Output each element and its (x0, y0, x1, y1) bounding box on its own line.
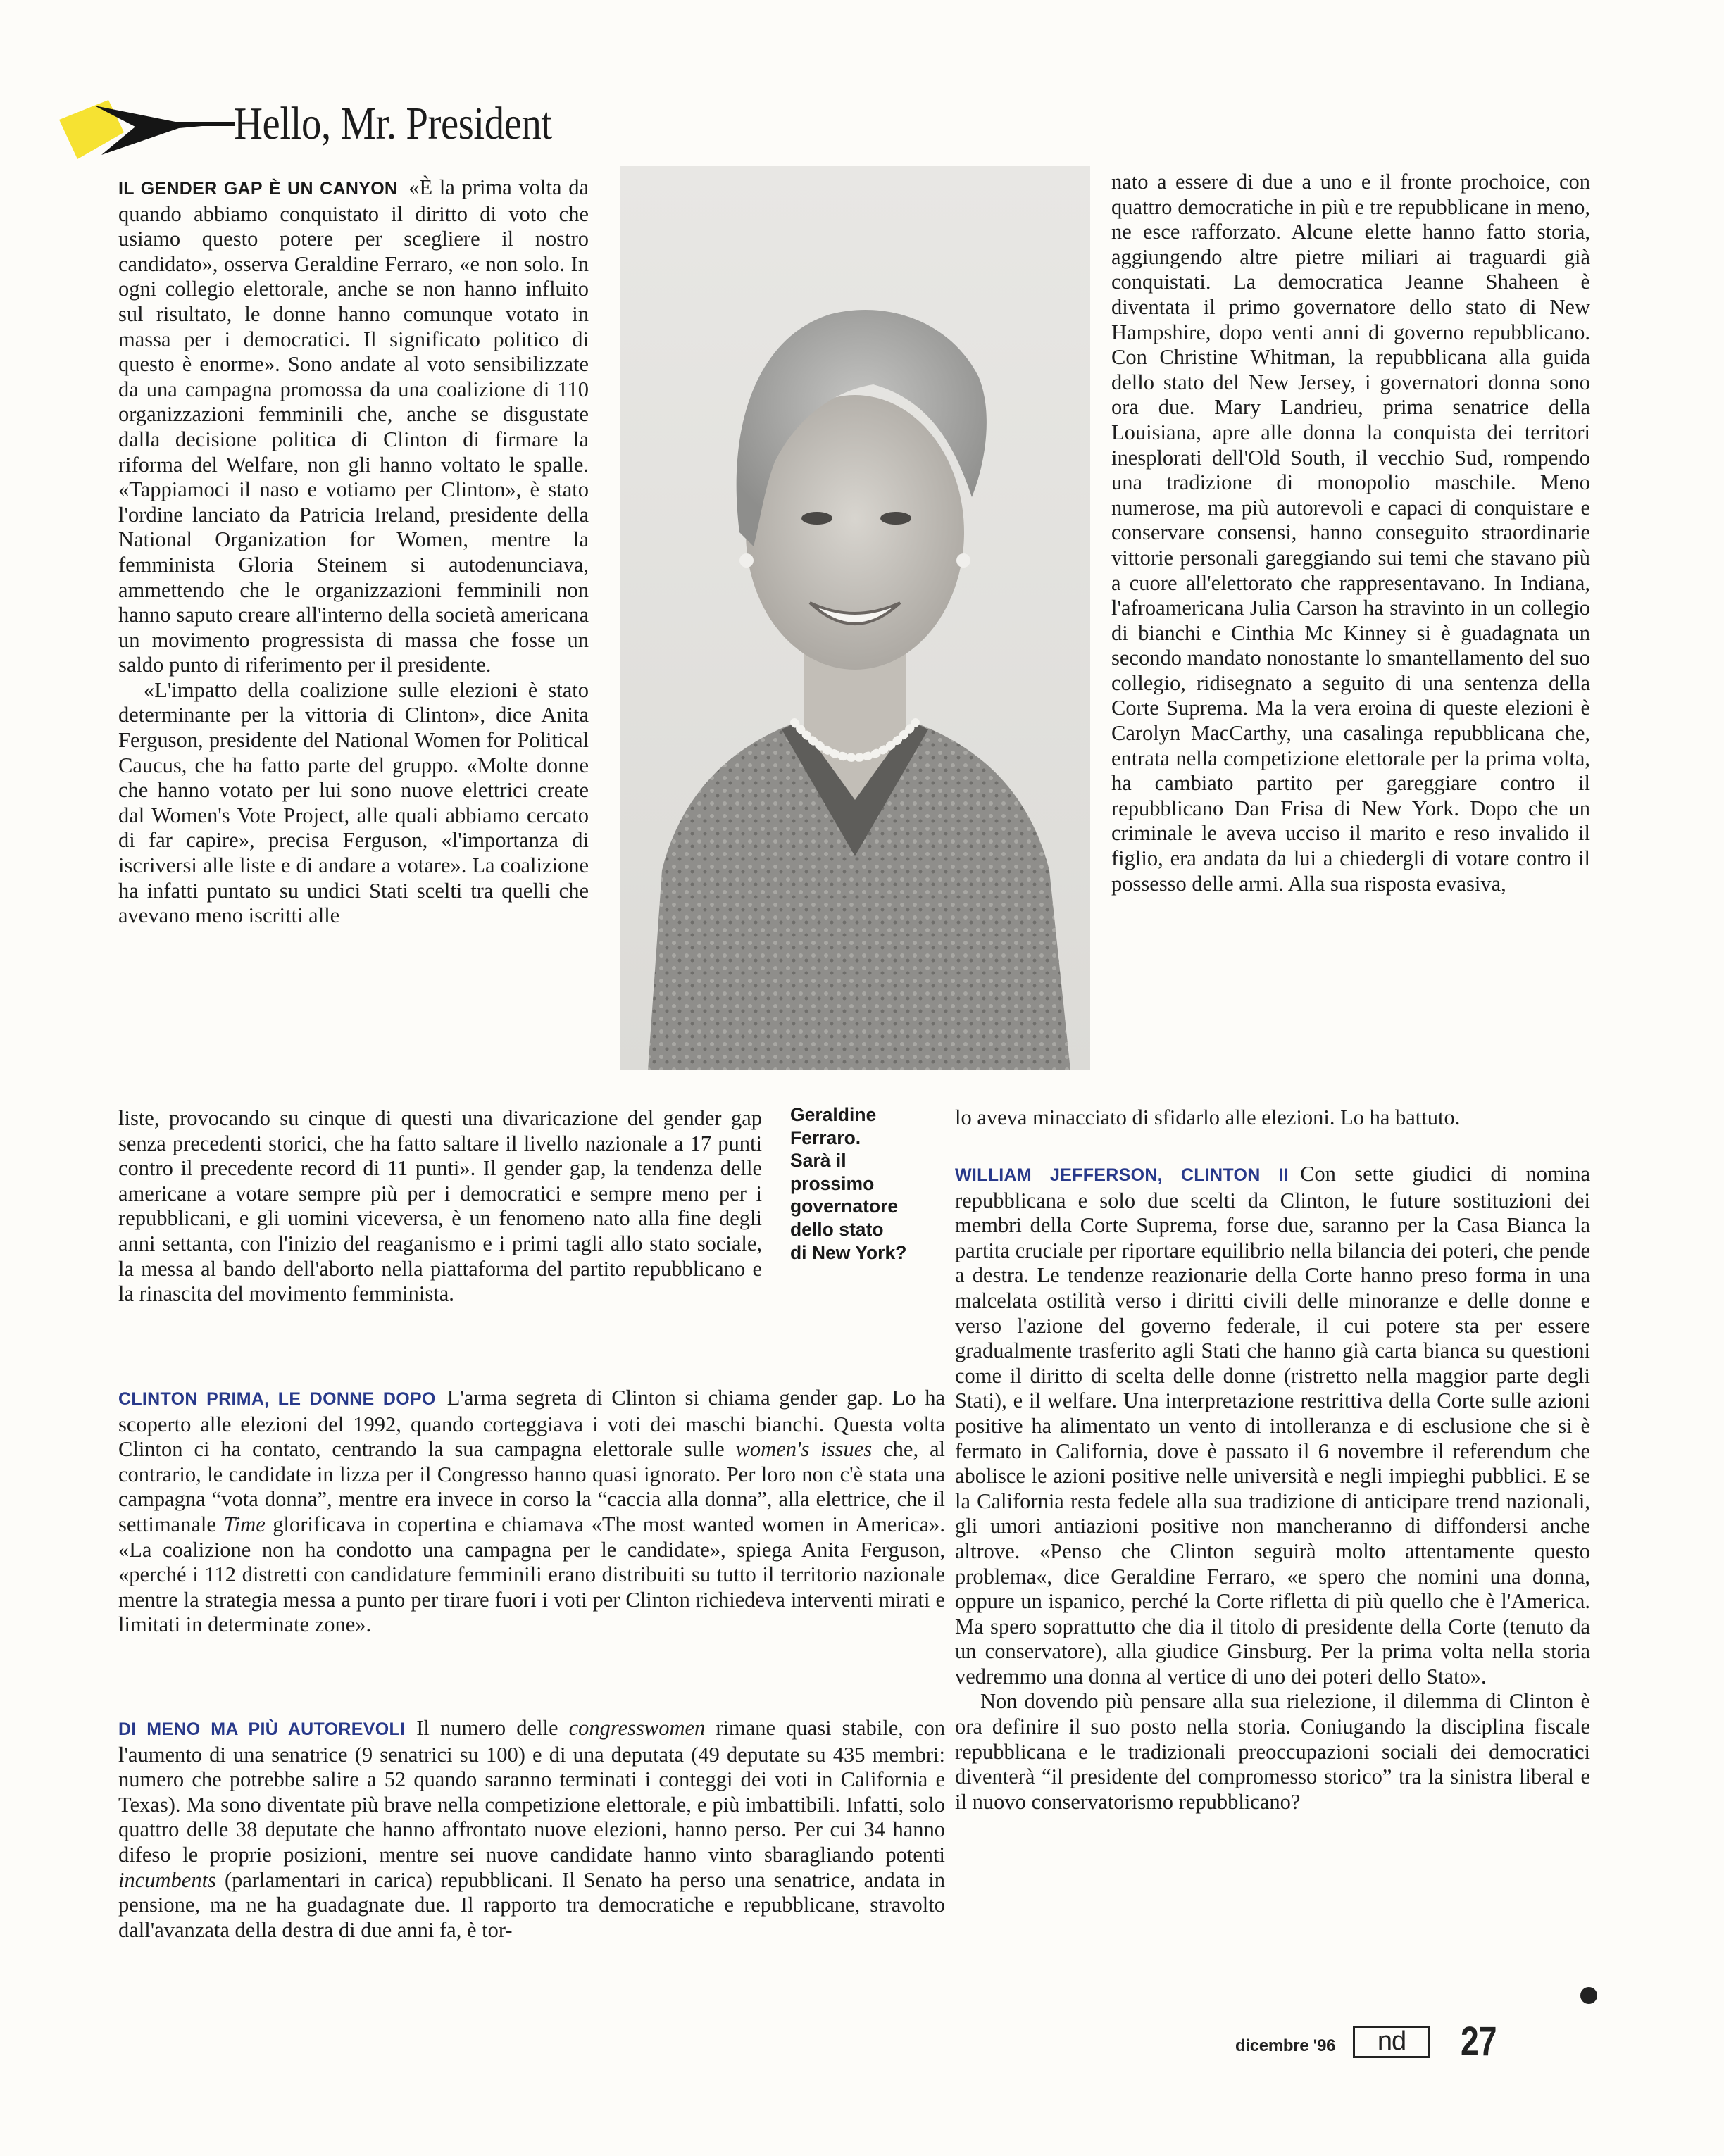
text-run: (parlamentari in carica) repubblicani. Il Senato ha perso una senatrice, andata in pensione, ma ne ha guadagnate due. Il rapporto tra democratiche e repubblicane, stravolto dall'avanzata della destra di due anni fa, è tor- (118, 1867, 945, 1942)
caption-line: Sarà il (790, 1150, 847, 1172)
text-run: L'arma segreta di Clinton si chiama gender gap. Lo ha scoperto alle elezioni del 1992, quando corteggiava i voti dei maschi bianchi. Questa volta Clinton ci ha contato, centrando la sua campagna elettorale sulle (118, 1386, 945, 1462)
paragraph: nato a essere di due a uno e il fronte prochoice, con quattro democratiche in più e tre repubblicane in meno, ne esce rafforzato. Alcune elette hanno fatto storia, aggiungendo altre pietre miliari ai traguardi già conquistati. La democratica Jeanne Shaheen è diventata il primo governatore dello stato di New Hampshire, dopo venti anni di governo repubblicano. Con Christine Whitman, la repubblicana alla guida dello stato del New Jersey, i governatori donna sono ora due. Mary Landrieu, prima senatrice della Louisiana, apre alle donna la conquista dei territori inesplorati dell'Old South, il vecchio Sud, rompendo una tradizione di monopolio maschile. Meno numerose, ma più autorevoli e capaci di conquistare e conservare consensi, hanno conseguito straordinarie vittorie personali gareggiando sui temi che stavano più a cuore all'elettorato che rappresentavano. In Indiana, l'afroamericana Julia Carson ha stravinto in un collegio di bianchi e Cinthia Mc Kinney si è guadagnata un secondo mandato nonostante lo smantellamento del suo collegio, ridisegnato a seguito di una sentenza della Corte Suprema. Ma la vera eroina di queste elezioni è Carolyn MacCarthy, una casalinga repubblicana che, entrata nella competizione elettorale per la prima volta, ha cambiato partito per gareggiare contro il repubblicano Dan Frisa di New York. Dopo che un criminale le aveva ucciso il marito e reso invalido il figlio, era andata da lui a chiedergli di votare contro il possesso delle armi. Alla sua risposta evasiva, (1111, 170, 1590, 896)
caption-line: di New York? (790, 1241, 907, 1263)
paragraph: lo aveva minacciato di sfidarlo alle elezioni. Lo ha battuto. (955, 1105, 1461, 1129)
portrait-photo (620, 166, 1090, 1070)
section-gender-gap-lower (118, 1106, 762, 1307)
paragraph: «È la prima volta da quando abbiamo conquistato il diritto di voto che usiamo questo potere per scegliere il nostro candidato», osserva Geraldine Ferraro, «e non solo. In ogni collegio elettorale, anche se non hanno influito sul risultato, le donne hanno comunque votato in massa per i democratici. Il significato politico di questo è enorme». Sono andate al voto sensibilizzate da una campagna promossa da una coalizione di 110 organizzazioni femminili che, anche se disgustate dalla decisione politica di Clinton di firmare la riforma del Welfare, non gli hanno voltato le spalle. «Tappiamoci il naso e votiamo per Clinton», è stato l'ordine lanciato da Patricia Ireland, presidente della National Organization for Women, mentre la femminista Gloria Steinem si autodenunciava, ammettendo che le organizzazioni femminili non hanno saputo creare all'interno della società americana un movimento progressista di massa che fosse un saldo punto di riferimento per il presidente. (118, 175, 589, 677)
photo-caption (790, 1103, 945, 1264)
caption-line: Geraldine (790, 1104, 877, 1125)
section-clinton-ii (955, 1162, 1590, 1815)
right-column-end-line (955, 1105, 1590, 1131)
page-title: Hello, Mr. President (234, 98, 552, 149)
italic-term: Time (223, 1512, 266, 1536)
footer-date: dicembre '96 (1235, 2036, 1336, 2055)
italic-term: women's issues (735, 1437, 873, 1462)
page-number: 27 (1461, 2019, 1497, 2064)
section-kicker: DI MENO MA PIÙ AUTOREVOLI (118, 1719, 406, 1739)
caption-line: prossimo (790, 1172, 875, 1194)
section-kicker: WILLIAM JEFFERSON, CLINTON II (955, 1165, 1289, 1185)
end-mark-icon (1580, 1987, 1597, 2004)
article-header (59, 92, 693, 162)
paragraph: liste, provocando su cinque di questi una divaricazione del gender gap senza precedenti storici, che ha fatto saltare il livello nazionale a 17 punti contro il precedente record di 11 punti». Il gender gap, la tendenza delle americane a votare sempre più per i democratici e sempre meno per i repubblicani, e gli uomini viceversa, è un fenomeno nato alla fine degli anni settanta, con l'inizio del reaganismo e i primi tagli allo stato sociale, la messa al bando dell'aborto nella piattaforma del partito repubblicano e la rinascita del movimento femminista. (118, 1106, 762, 1306)
text-run: Il numero delle (416, 1716, 569, 1740)
text-run: che, al contrario, le candidate in lizza per il Congresso hanno quasi ignorato. Per loro non c'è stata una campagna “vota donna”, mentre era invece in corso la “caccia alla donna”, alla elettrice, che il settimanale (118, 1437, 946, 1536)
italic-term: incumbents (118, 1867, 216, 1892)
section-kicker: CLINTON PRIMA, LE DONNE DOPO (118, 1389, 436, 1409)
arrow-icon (59, 92, 235, 162)
portrait-figure (620, 166, 1090, 1070)
italic-term: congresswomen (568, 1716, 706, 1740)
section-gender-gap-upper (118, 175, 589, 929)
caption-line: governatore (790, 1196, 899, 1217)
text-run: rimane quasi stabile, con l'aumento di una senatrice (9 senatrici su 100) e di una deputata (49 deputate su 435 membri: numero che potrebbe salire a 52 quando saranno terminati i conteggi dei voti in California e Texas). Ma sono diventate più brave nella competizione elettorale, e più imbattibili. Infatti, solo quattro delle 38 deputate che hanno affrontato nuove elezioni, hanno perso. Per cui 34 hanno difeso le proprie posizioni, mentre sei nuove candidate hanno vinto sbaragliando potenti (118, 1716, 945, 1867)
caption-line: dello stato (790, 1218, 884, 1240)
paragraph: «L'impatto della coalizione sulle elezioni è stato determinante per la vittoria di Clinton», dice Anita Ferguson, presidente del National Women for Political Caucus, che ha fatto parte del gruppo. «Molte donne che hanno votato per lui sono nuove elettrici create dal Women's Vote Project, alle quali abbiamo cercato di far capire», precisa Ferguson, «l'importanza di iscriversi alle liste e di andare a votare». La coalizione ha infatti puntato su undici Stati scelti tra quelli che avevano meno iscritti alle (118, 677, 589, 928)
text-run: glorificava in copertina e chiamava «The most wanted women in America». «La coalizione non ha condotto una campagna per le candidate», spiega Anita Ferguson, «perché i 112 distretti con candidature femminili erano distribuiti su tutto il territorio nazionale mentre la strategia messa a punto per tirare fuori i voti per Clinton richiedeva interventi mirati e limitati in determinate zone». (118, 1512, 945, 1637)
section-clinton-prima (118, 1386, 945, 1638)
paragraph: Non dovendo più pensare alla sua rielezione, il dilemma di Clinton è ora definire il suo posto nella storia. Coniugando la disciplina fiscale repubblicana e le tradizionali preoccupazioni sociali dei democratici diventerà “il presidente del compromesso storico” tra la sinistra liberal e il nuovo conservatorismo repubblicano? (955, 1689, 1590, 1814)
section-kicker: IL GENDER GAP È UN CANYON (118, 179, 398, 199)
caption-line: Ferraro. (790, 1127, 861, 1148)
right-column-continuation (1111, 170, 1590, 896)
section-di-meno (118, 1716, 945, 1943)
paragraph: Con sette giudici di nomina repubblicana e solo due scelti da Clinton, le future sostituzioni dei membri della Corte Suprema, forse due, saranno per la Casa Bianca la partita cruciale per riportare equilibrio nella bilancia dei poteri, che pende a destra. Le tendenze reazionarie della Corte hanno preso forma in una malcelata ostilità verso i diritti civili delle minoranze e delle donne e verso l'azione del governo federale, il cui potere sta per essere gradualmente trasferito agli Stati che hanno già carta bianca su questioni come il diritto di scelta delle donne (ristretto nella maggior parte degli Stati), e il welfare. Una interpretazione restrittiva della Corte sulle azioni positive ha alimentato un vento di intolleranza e di esclusione che si è fermato in California, dove è passato il 6 novembre il referendum che abolisce le azioni positive nelle università e negli impieghi pubblici. E se la California resta fedele alla sua tradizione di anticipare trend nazionali, gli umori antiazioni positive non mancheranno di diffondersi anche altrove. «Penso che Clinton seguirà molto attentamente questo problema«, dice Geraldine Ferraro, «e spero che nomini una donna, oppure un ispanico, perché la Corte rifletta di più quello che è l'America. Ma spero soprattutto che dia il titolo di presidente della Corte (tenuto da un conservatore), alla giudice Ginsburg. Per la prima volta nella storia vedremmo una donna al vertice di uno dei poteri dello Stato». (955, 1162, 1591, 1688)
magazine-logo: nd (1353, 2026, 1430, 2058)
